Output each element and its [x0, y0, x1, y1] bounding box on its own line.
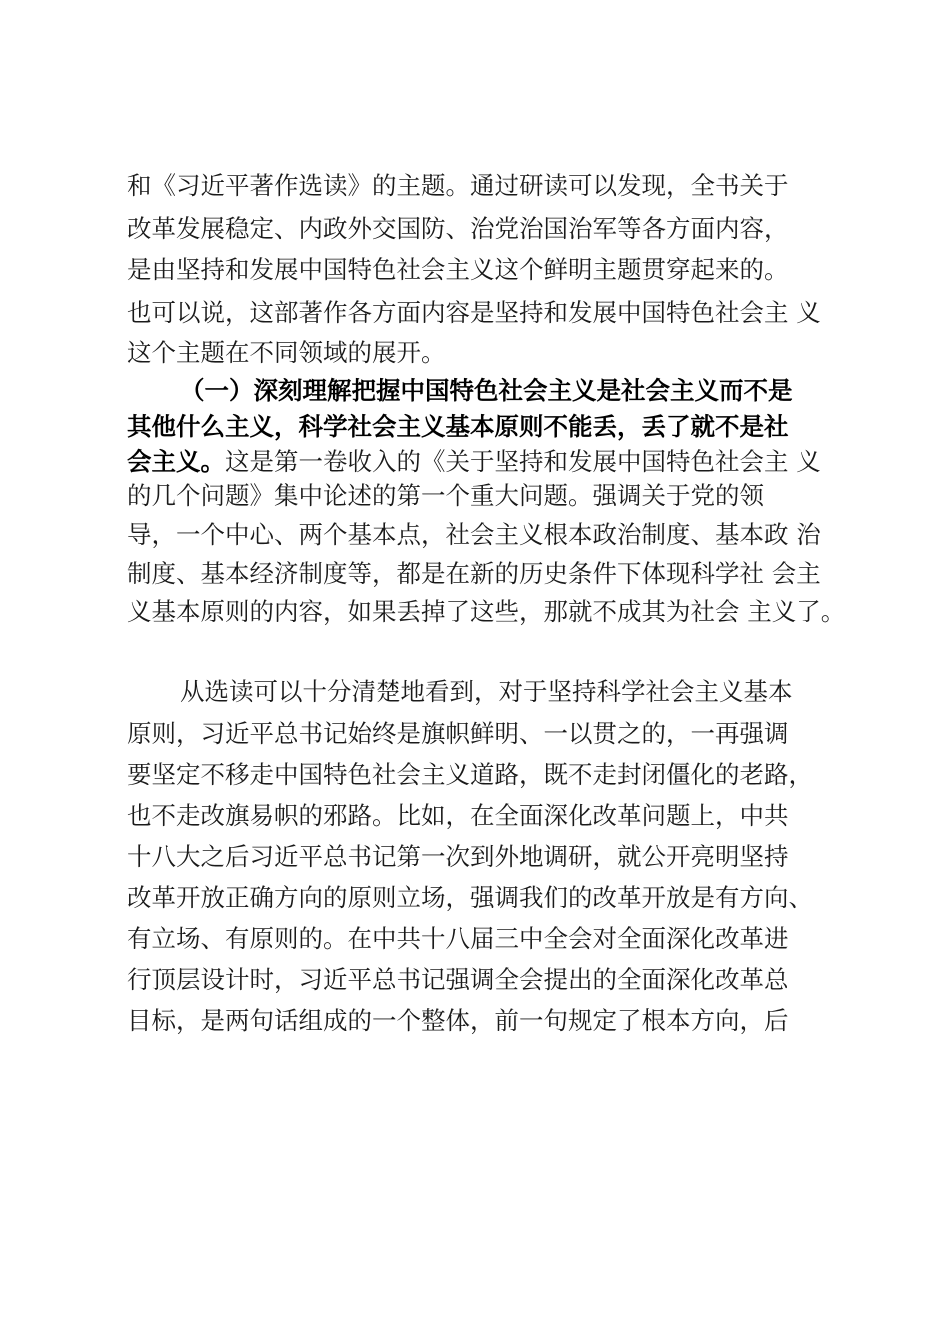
section-heading-end: 会主义。	[127, 447, 225, 476]
section-heading-line-1: （一）深刻理解把握中国特色社会主义是社会主义而不是	[180, 376, 793, 405]
paragraph2-line-3: 要坚定不移走中国特色社会主义道路，既不走封闭僵化的老路，	[127, 760, 813, 789]
section-body-line-4: 义基本原则的内容，如果丢掉了这些，那就不成其为社会 主义了。	[127, 597, 846, 626]
paragraph2-line-7: 有立场、有原则的。在中共十八届三中全会对全面深化改革进	[127, 924, 789, 953]
section-body-line-3: 制度、基本经济制度等，都是在新的历史条件下体现科学社 会主	[127, 559, 821, 588]
paragraph1-line-5: 这个主题在不同领域的展开。	[127, 338, 446, 367]
paragraph1-line-1: 和《习近平著作选读》的主题。通过研读可以发现，全书关于	[127, 171, 789, 200]
paragraph2-line-5: 十八大之后习近平总书记第一次到外地调研，就公开亮明坚持	[127, 842, 789, 871]
paragraph1-line-2: 改革发展稳定、内政外交国防、治党治国治军等各方面内容，	[127, 214, 789, 243]
paragraph1-line-3: 是由坚持和发展中国特色社会主义这个鲜明主题贯穿起来的。	[127, 255, 789, 284]
paragraph2-line-1: 从选读可以十分清楚地看到，对于坚持科学社会主义基本	[180, 677, 793, 706]
paragraph2-line-8: 行顶层设计时，习近平总书记强调全会提出的全面深化改革总	[127, 965, 789, 994]
section-heading-line-2: 其他什么主义，科学社会主义基本原则不能丢，丢了就不是社	[127, 412, 789, 441]
paragraph2-line-6: 改革开放正确方向的原则立场，强调我们的改革开放是有方向、	[127, 883, 813, 912]
section-body-start: 这是第一卷收入的《关于坚持和发展中国特色社会主 义	[225, 447, 821, 476]
paragraph2-line-2: 原则，习近平总书记始终是旗帜鲜明、一以贯之的，一再强调	[127, 719, 789, 748]
section-heading-line-3	[127, 444, 821, 480]
paragraph1-line-4: 也可以说，这部著作各方面内容是坚持和发展中国特色社会主 义	[127, 298, 821, 327]
section-body-line-1: 的几个问题》集中论述的第一个重大问题。强调关于党的领	[127, 481, 764, 510]
paragraph2-line-9: 目标，是两句话组成的一个整体，前一句规定了根本方向，后	[127, 1006, 789, 1035]
section-body-line-2: 导，一个中心、两个基本点，社会主义根本政治制度、基本政 治	[127, 520, 821, 549]
paragraph2-line-4: 也不走改旗易帜的邪路。比如，在全面深化改革问题上，中共	[127, 801, 789, 830]
